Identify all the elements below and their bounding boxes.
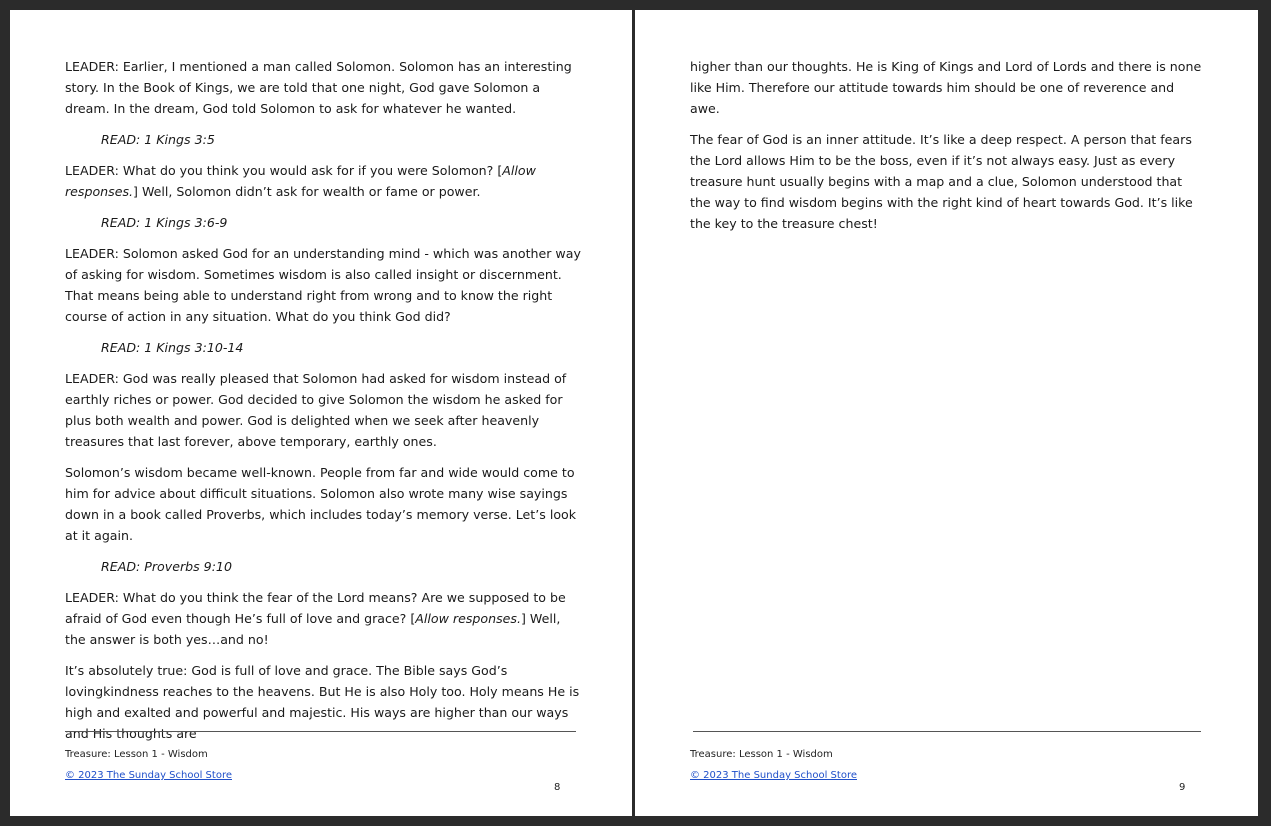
paragraph-proverbs: Solomon’s wisdom became well-known. People from far and wide would come to him for advice about difficult situations. Solomon also wrote many wise sayings down in a book called Proverbs, which includes today’s memory verse. Let’s look at it again.: [65, 465, 577, 543]
paragraph-solomon-intro: LEADER: Earlier, I mentioned a man called Solomon. Solomon has an interesting story. In the Book of Kings, we are told that one night, God gave Solomon a dream. In the dream, God told Solomon to ask for whatever he wanted.: [65, 59, 572, 116]
paragraph-ask: [65, 160, 581, 202]
stage-direction: Allow responses.: [65, 163, 536, 199]
scripture-reading: READ: 1 Kings 3:10-14: [101, 340, 244, 355]
copyright-link[interactable]: © 2023 The Sunday School Store: [65, 770, 232, 781]
paragraph-continued: higher than our thoughts. He is King of Kings and Lord of Lords and there is none like Him. Therefore our attitude towards him should be one of reverence and awe.: [690, 59, 1202, 116]
scripture-reading: READ: 1 Kings 3:5: [101, 132, 215, 147]
document-page-left: [10, 10, 632, 816]
paragraph-text: LEADER: What do you think the fear of the Lord means? Are we supposed to be afraid of God even though He’s full of love and grace? [: [65, 590, 566, 626]
paragraph-text: ] Well, the answer is both yes…and no!: [65, 611, 561, 647]
footer-lesson-title: Treasure: Lesson 1 - Wisdom: [65, 749, 208, 760]
paragraph-wisdom: LEADER: Solomon asked God for an understanding mind - which was another way of asking for wisdom. Sometimes wisdom is also called insight or discernment. That means being able to understand right from wrong and to know the right course of action in any situation. What do you think God did?: [65, 246, 581, 324]
page-number: 9: [1179, 782, 1186, 793]
page-body: [690, 56, 1205, 244]
document-page-right: [635, 10, 1258, 816]
paragraph-love-grace: It’s absolutely true: God is full of love and grace. The Bible says God’s lovingkindness reaches to the heavens. But He is also Holy too. Holy means He is high and exalted and powerful and majestic. His ways are higher than our ways and His thoughts are: [65, 663, 580, 741]
copyright-link[interactable]: © 2023 The Sunday School Store: [690, 770, 857, 781]
page-number: 8: [554, 782, 561, 793]
paragraph-text: ] Well, Solomon didn’t ask for wealth or fame or power.: [133, 184, 481, 199]
page-body: [65, 56, 581, 754]
paragraph-inner-attitude: The fear of God is an inner attitude. It’s like a deep respect. A person that fears the Lord allows Him to be the boss, even if it’s not always easy. Just as every treasure hunt usually begins with a map and a clue, Solomon understood that the way to find wisdom begins with the right kind of heart towards God. It’s like the key to the treasure chest!: [690, 132, 1193, 231]
paragraph-fear-of-lord: [65, 587, 581, 650]
paragraph-god-pleased: LEADER: God was really pleased that Solomon had asked for wisdom instead of earthly riches or power. God decided to give Solomon the wisdom he asked for plus both wealth and power. God is delighted when we seek after heavenly treasures that last forever, above temporary, earthly ones.: [65, 371, 567, 449]
paragraph-text: LEADER: What do you think you would ask for if you were Solomon? [: [65, 163, 503, 178]
footer-divider: [693, 731, 1201, 732]
scripture-reading: READ: 1 Kings 3:6-9: [101, 215, 228, 230]
scripture-reading: READ: Proverbs 9:10: [101, 559, 232, 574]
stage-direction: Allow responses.: [415, 611, 521, 626]
footer-lesson-title: Treasure: Lesson 1 - Wisdom: [690, 749, 833, 760]
footer-divider: [65, 731, 576, 732]
